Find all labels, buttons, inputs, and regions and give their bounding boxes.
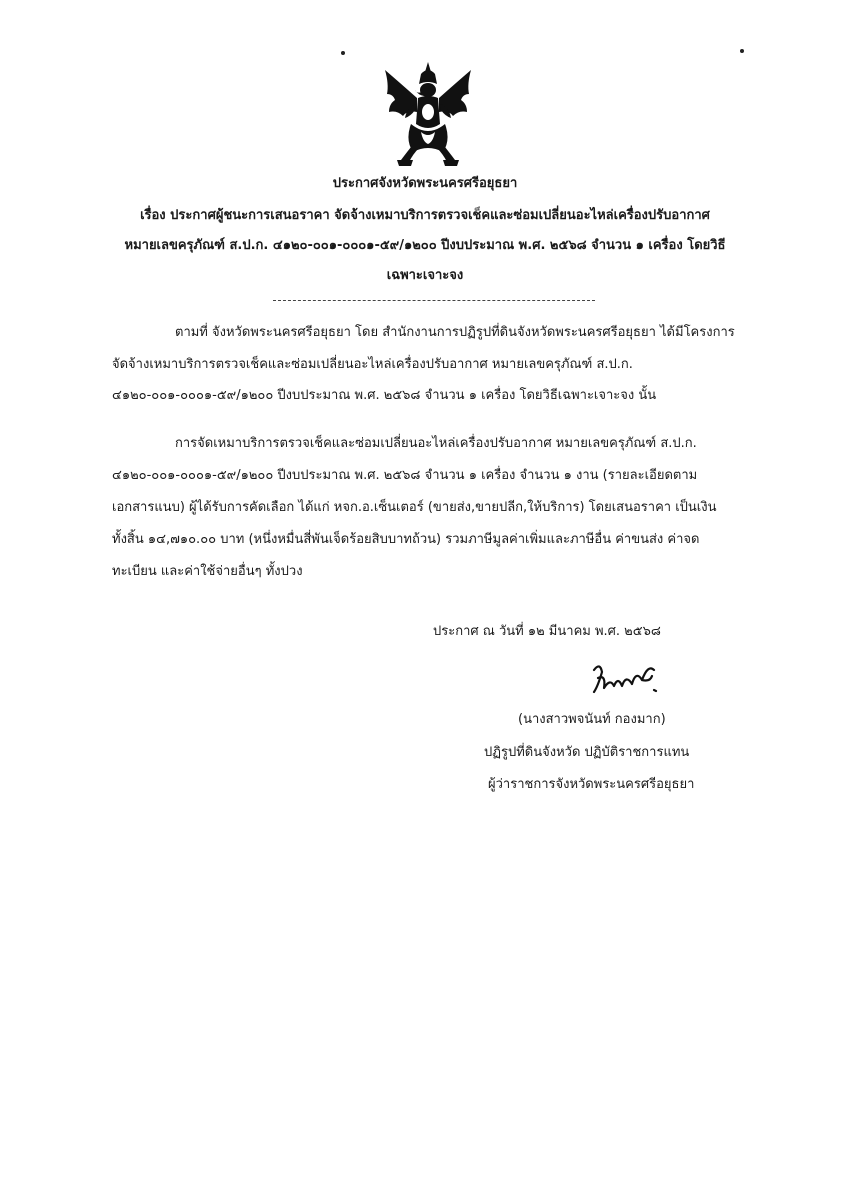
garuda-emblem-icon [381, 60, 475, 168]
paragraph-2-line-4: ทั้งสิ้น ๑๔,๗๑๐.๐๐ บาท (หนึ่งหมื่นสี่พันเจ็ดร้อยสิบบาทถ้วน) รวมภาษีมูลค่าเพิ่มและภาษีอื่น ค่าขนส่ง ค่าจด [112, 532, 700, 547]
paragraph-1-line-1: ตามที่ จังหวัดพระนครศรีอยุธยา โดย สำนักงานการปฏิรูปที่ดินจังหวัดพระนครศรีอยุธยา ได้มีโครงการ [175, 325, 735, 340]
paragraph-1-line-2: จัดจ้างเหมาบริการตรวจเช็คและซ่อมเปลี่ยนอะไหล่เครื่องปรับอากาศ หมายเลขครุภัณฑ์ ส.ป.ก. [112, 357, 633, 372]
announce-date: ประกาศ ณ วันที่ ๑๒ มีนาคม พ.ศ. ๒๕๖๘ [433, 624, 661, 639]
paragraph-2-line-1: การจัดเหมาบริการตรวจเช็คและซ่อมเปลี่ยนอะไหล่เครื่องปรับอากาศ หมายเลขครุภัณฑ์ ส.ป.ก. [175, 436, 697, 451]
subject-line-2: หมายเลขครุภัณฑ์ ส.ป.ก. ๔๑๒๐-๐๐๑-๐๐๐๑-๕๙/๑๒๐๐ ปีงบประมาณ พ.ศ. ๒๕๖๘ จำนวน ๑ เครื่อง โดยวิธี [124, 238, 726, 253]
subject-line-1: เรื่อง ประกาศผู้ชนะการเสนอราคา จัดจ้างเหมาบริการตรวจเช็คและซ่อมเปลี่ยนอะไหล่เครื่องปรับอากาศ [140, 208, 710, 223]
paragraph-2-line-2: ๔๑๒๐-๐๐๑-๐๐๐๑-๕๙/๑๒๐๐ ปีงบประมาณ พ.ศ. ๒๕๖๘ จำนวน ๑ เครื่อง จำนวน ๑ งาน (รายละเอียดตาม [112, 468, 698, 483]
paragraph-1-line-3: ๔๑๒๐-๐๐๑-๐๐๐๑-๕๙/๑๒๐๐ ปีงบประมาณ พ.ศ. ๒๕๖๘ จำนวน ๑ เครื่อง โดยวิธีเฉพาะเจาะจง นั้น [112, 388, 657, 403]
handwritten-signature [588, 656, 660, 700]
title-divider [273, 300, 595, 301]
subject-line-3: เฉพาะเจาะจง [386, 268, 464, 283]
scan-speck [341, 51, 345, 55]
signer-position: ปฏิรูปที่ดินจังหวัด ปฏิบัติราชการแทน [484, 745, 690, 760]
signer-name: (นางสาวพจนันท์ กองมาก) [518, 712, 666, 727]
scan-speck [740, 49, 744, 53]
document-title: ประกาศจังหวัดพระนครศรีอยุธยา [332, 176, 518, 191]
signer-role: ผู้ว่าราชการจังหวัดพระนครศรีอยุธยา [488, 777, 695, 792]
paragraph-2-line-3: เอกสารแนบ) ผู้ได้รับการคัดเลือก ได้แก่ หจก.อ.เซ็นเตอร์ (ขายส่ง,ขายปลีก,ให้บริการ) โดยเสนอราคา เป็นเงิน [112, 500, 717, 515]
paragraph-2-line-5: ทะเบียน และค่าใช้จ่ายอื่นๆ ทั้งปวง [112, 564, 303, 579]
